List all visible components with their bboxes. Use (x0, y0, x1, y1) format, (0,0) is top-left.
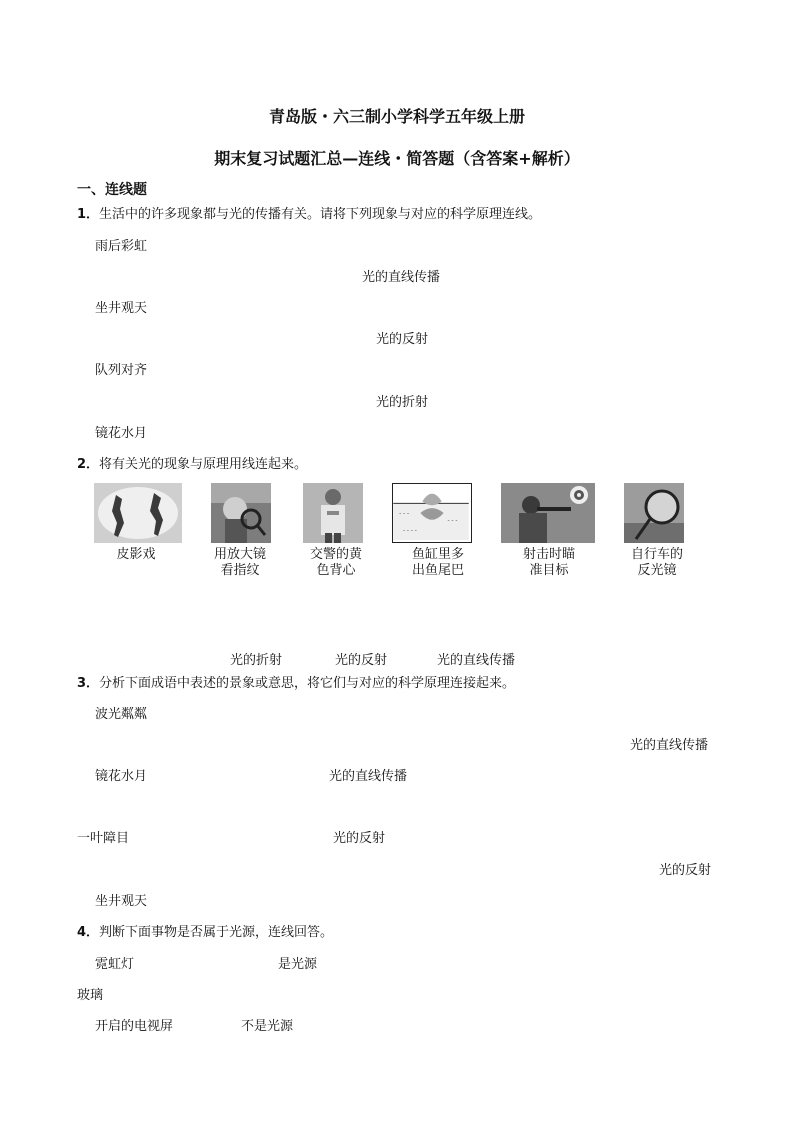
q3-principle: 光的直线传播 (630, 738, 709, 753)
q1-principle: 光的反射 (376, 332, 429, 347)
magnifier-photo (211, 483, 271, 543)
question-3-text: 分析下面成语中表述的景象或意思，将它们与对应的科学原理连接起来。 (99, 676, 516, 691)
question-3-number: 3． (77, 676, 100, 691)
q2-principle: 光的折射 (230, 653, 283, 668)
q4-option: 是光源 (278, 957, 318, 972)
svg-text:- - -: - - - (399, 510, 410, 517)
q2-principle: 光的直线传播 (437, 653, 516, 668)
q4-item: 霓虹灯 (95, 957, 135, 972)
q3-principle: 光的反射 (333, 831, 386, 846)
q1-phenomenon: 坐井观天 (95, 301, 148, 316)
question-3 (77, 675, 515, 693)
q2-item-caption: 射击时瞄 准目标 (522, 547, 575, 578)
question-2-number: 2． (77, 457, 100, 472)
q2-item-caption: 交警的黄 色背心 (309, 547, 362, 578)
q3-idiom: 镜花水月 (95, 769, 148, 784)
bicycle-mirror-photo (624, 483, 684, 543)
fish-tank-photo (392, 483, 472, 543)
q1-phenomenon: 队列对齐 (95, 363, 148, 378)
question-2-text: 将有关光的现象与原理用线连起来。 (99, 457, 308, 472)
q2-item-caption: 皮影戏 (116, 547, 156, 562)
question-2 (77, 456, 307, 474)
svg-text:- - - -: - - - - (403, 528, 417, 535)
q3-idiom: 波光粼粼 (95, 707, 148, 722)
question-1 (77, 206, 541, 224)
question-4-number: 4． (77, 925, 100, 940)
shooting-photo (501, 483, 595, 543)
q4-item: 玻璃 (77, 988, 104, 1003)
svg-text:- - -: - - - (447, 518, 458, 525)
question-4 (77, 924, 333, 942)
section-heading: 一、连线题 (77, 182, 147, 198)
q4-item: 开启的电视屏 (95, 1019, 174, 1034)
q1-phenomenon: 镜花水月 (95, 426, 148, 441)
document-subtitle: 期末复习试题汇总—连线・简答题（含答案+解析） (214, 149, 580, 168)
q1-principle: 光的折射 (376, 395, 429, 410)
document-title: 青岛版・六三制小学科学五年级上册 (268, 107, 525, 126)
shadow-puppet-photo (94, 483, 182, 543)
q2-item-caption: 自行车的 反光镜 (630, 547, 683, 578)
q4-option: 不是光源 (241, 1019, 294, 1034)
q2-item-caption: 鱼缸里多 出鱼尾巴 (411, 547, 464, 578)
q2-item-caption: 用放大镜 看指纹 (213, 547, 266, 578)
traffic-police-photo (303, 483, 363, 543)
q3-principle: 光的直线传播 (329, 769, 408, 784)
q2-principle: 光的反射 (335, 653, 388, 668)
q3-idiom: 坐井观天 (95, 894, 148, 909)
q3-principle: 光的反射 (659, 863, 712, 878)
question-1-number: 1． (77, 207, 100, 222)
question-4-text: 判断下面事物是否属于光源，连线回答。 (99, 925, 334, 940)
q1-phenomenon: 雨后彩虹 (95, 239, 148, 254)
q1-principle: 光的直线传播 (362, 270, 441, 285)
q3-idiom: 一叶障目 (77, 831, 130, 846)
question-1-text: 生活中的许多现象都与光的传播有关。请将下列现象与对应的科学原理连线。 (99, 207, 542, 222)
